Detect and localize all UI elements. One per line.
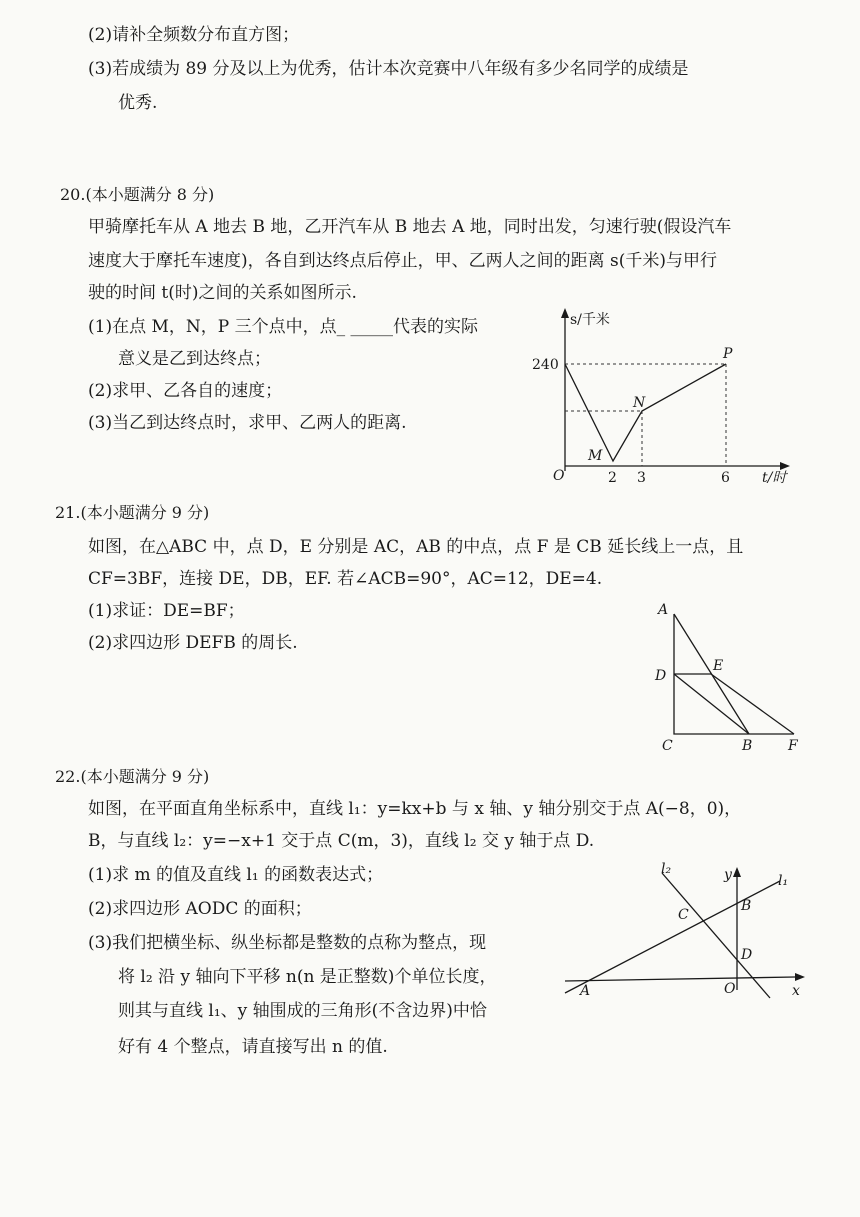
q19-part2: (2)请补全频数分布直方图；: [88, 25, 300, 45]
q21-part1: (1)求证：DE=BF；: [88, 601, 245, 621]
q22-label-C: C: [678, 907, 689, 923]
q20-graph-xlabel: t/时: [762, 470, 787, 486]
q20-stem-line3: 驶的时间 t(时)之间的关系如图所示.: [88, 283, 357, 303]
q22-y-arrow: [733, 867, 741, 877]
q22-coordinate-figure: [560, 855, 820, 1005]
graph-polyline: [565, 364, 726, 461]
q20-graph-point-M: M: [588, 448, 603, 464]
q20-graph-origin: O: [553, 468, 565, 484]
q22-part3-line3: 则其与直线 l₁、y 轴围成的三角形(不含边界)中恰: [118, 1001, 487, 1021]
q22-stem-line2: B，与直线 l₂：y=−x+1 交于点 C(m，3)，直线 l₂ 交 y 轴于点 D.: [88, 831, 595, 851]
q22-label-A: A: [580, 983, 591, 999]
q20-graph-point-P: P: [723, 346, 733, 362]
q22-label-l2: l₂: [661, 861, 672, 877]
q21-stem-line2: CF=3BF，连接 DE，DB，EF. 若∠ACB=90°，AC=12，DE=4.: [88, 569, 603, 589]
q19-part3-line2: 优秀.: [118, 93, 158, 113]
q22-part3-line4: 好有 4 个整点，请直接写出 n 的值.: [118, 1037, 388, 1057]
q22-x-arrow: [795, 973, 805, 981]
x-arrow: [780, 462, 790, 470]
q21-label-C: C: [662, 738, 673, 754]
q22-label-y: y: [724, 867, 732, 883]
q20-stem-line2: 速度大于摩托车速度)，各自到达终点后停止，甲、乙两人之间的距离 s(千米)与甲行: [88, 251, 718, 271]
q20-part2: (2)求甲、乙各自的速度；: [88, 381, 283, 401]
q22-part2: (2)求四边形 AODC 的面积；: [88, 899, 312, 919]
q21-label-F: F: [788, 738, 798, 754]
q22-label-B: B: [741, 898, 752, 914]
q20-graph-xtick-6: 6: [721, 470, 730, 486]
q20-graph-ytick: 240: [532, 357, 559, 373]
q22-label-O: O: [724, 981, 736, 997]
q22-stem-line1: 如图，在平面直角坐标系中，直线 l₁：y=kx+b 与 x 轴、y 轴分别交于点 A(−8，0)，: [88, 799, 742, 819]
q22-heading: 22.(本小题满分 9 分): [55, 767, 210, 786]
q21-stem-line1: 如图，在△ABC 中，点 D，E 分别是 AC，AB 的中点，点 F 是 CB 延长线上一点，且: [88, 537, 744, 557]
q19-part3-line1: (3)若成绩为 89 分及以上为优秀，估计本次竞赛中八年级有多少名同学的成绩是: [88, 59, 689, 79]
q20-part3: (3)当乙到达终点时，求甲、乙两人的距离.: [88, 413, 407, 433]
q21-heading: 21.(本小题满分 9 分): [55, 503, 210, 522]
q21-label-B: B: [742, 738, 753, 754]
q21-label-A: A: [658, 602, 669, 618]
q22-part1: (1)求 m 的值及直线 l₁ 的函数表达式；: [88, 865, 384, 885]
q20-graph-xtick-3: 3: [637, 470, 646, 486]
q20-distance-time-graph: [520, 306, 820, 496]
q21-label-D: D: [655, 668, 667, 684]
q20-graph-ylabel: s/千米: [570, 312, 610, 328]
q20-graph-xtick-2: 2: [608, 470, 617, 486]
q22-label-x: x: [792, 983, 800, 999]
q22-x-axis: [565, 977, 795, 981]
q21-triangle-figure: [650, 600, 810, 755]
y-arrow: [561, 308, 569, 318]
q20-stem-line1: 甲骑摩托车从 A 地去 B 地，乙开汽车从 B 地去 A 地，同时出发，匀速行驶(假设汽车: [88, 217, 732, 237]
q20-heading: 20.(本小题满分 8 分): [60, 185, 215, 204]
q21-part2: (2)求四边形 DEFB 的周长.: [88, 633, 298, 653]
q22-label-D: D: [741, 947, 753, 963]
q22-part3-line1: (3)我们把横坐标、纵坐标都是整数的点称为整点，现: [88, 933, 487, 953]
q20-graph-point-N: N: [633, 395, 646, 411]
q22-label-l1: l₁: [778, 873, 789, 889]
q20-part1-line1: (1)在点 M，N，P 三个点中，点_ _____代表的实际: [88, 317, 479, 337]
q22-part3-line2: 将 l₂ 沿 y 轴向下平移 n(n 是正整数)个单位长度，: [118, 967, 497, 987]
q20-part1-line2: 意义是乙到达终点；: [118, 349, 271, 369]
q21-label-E: E: [713, 658, 724, 674]
